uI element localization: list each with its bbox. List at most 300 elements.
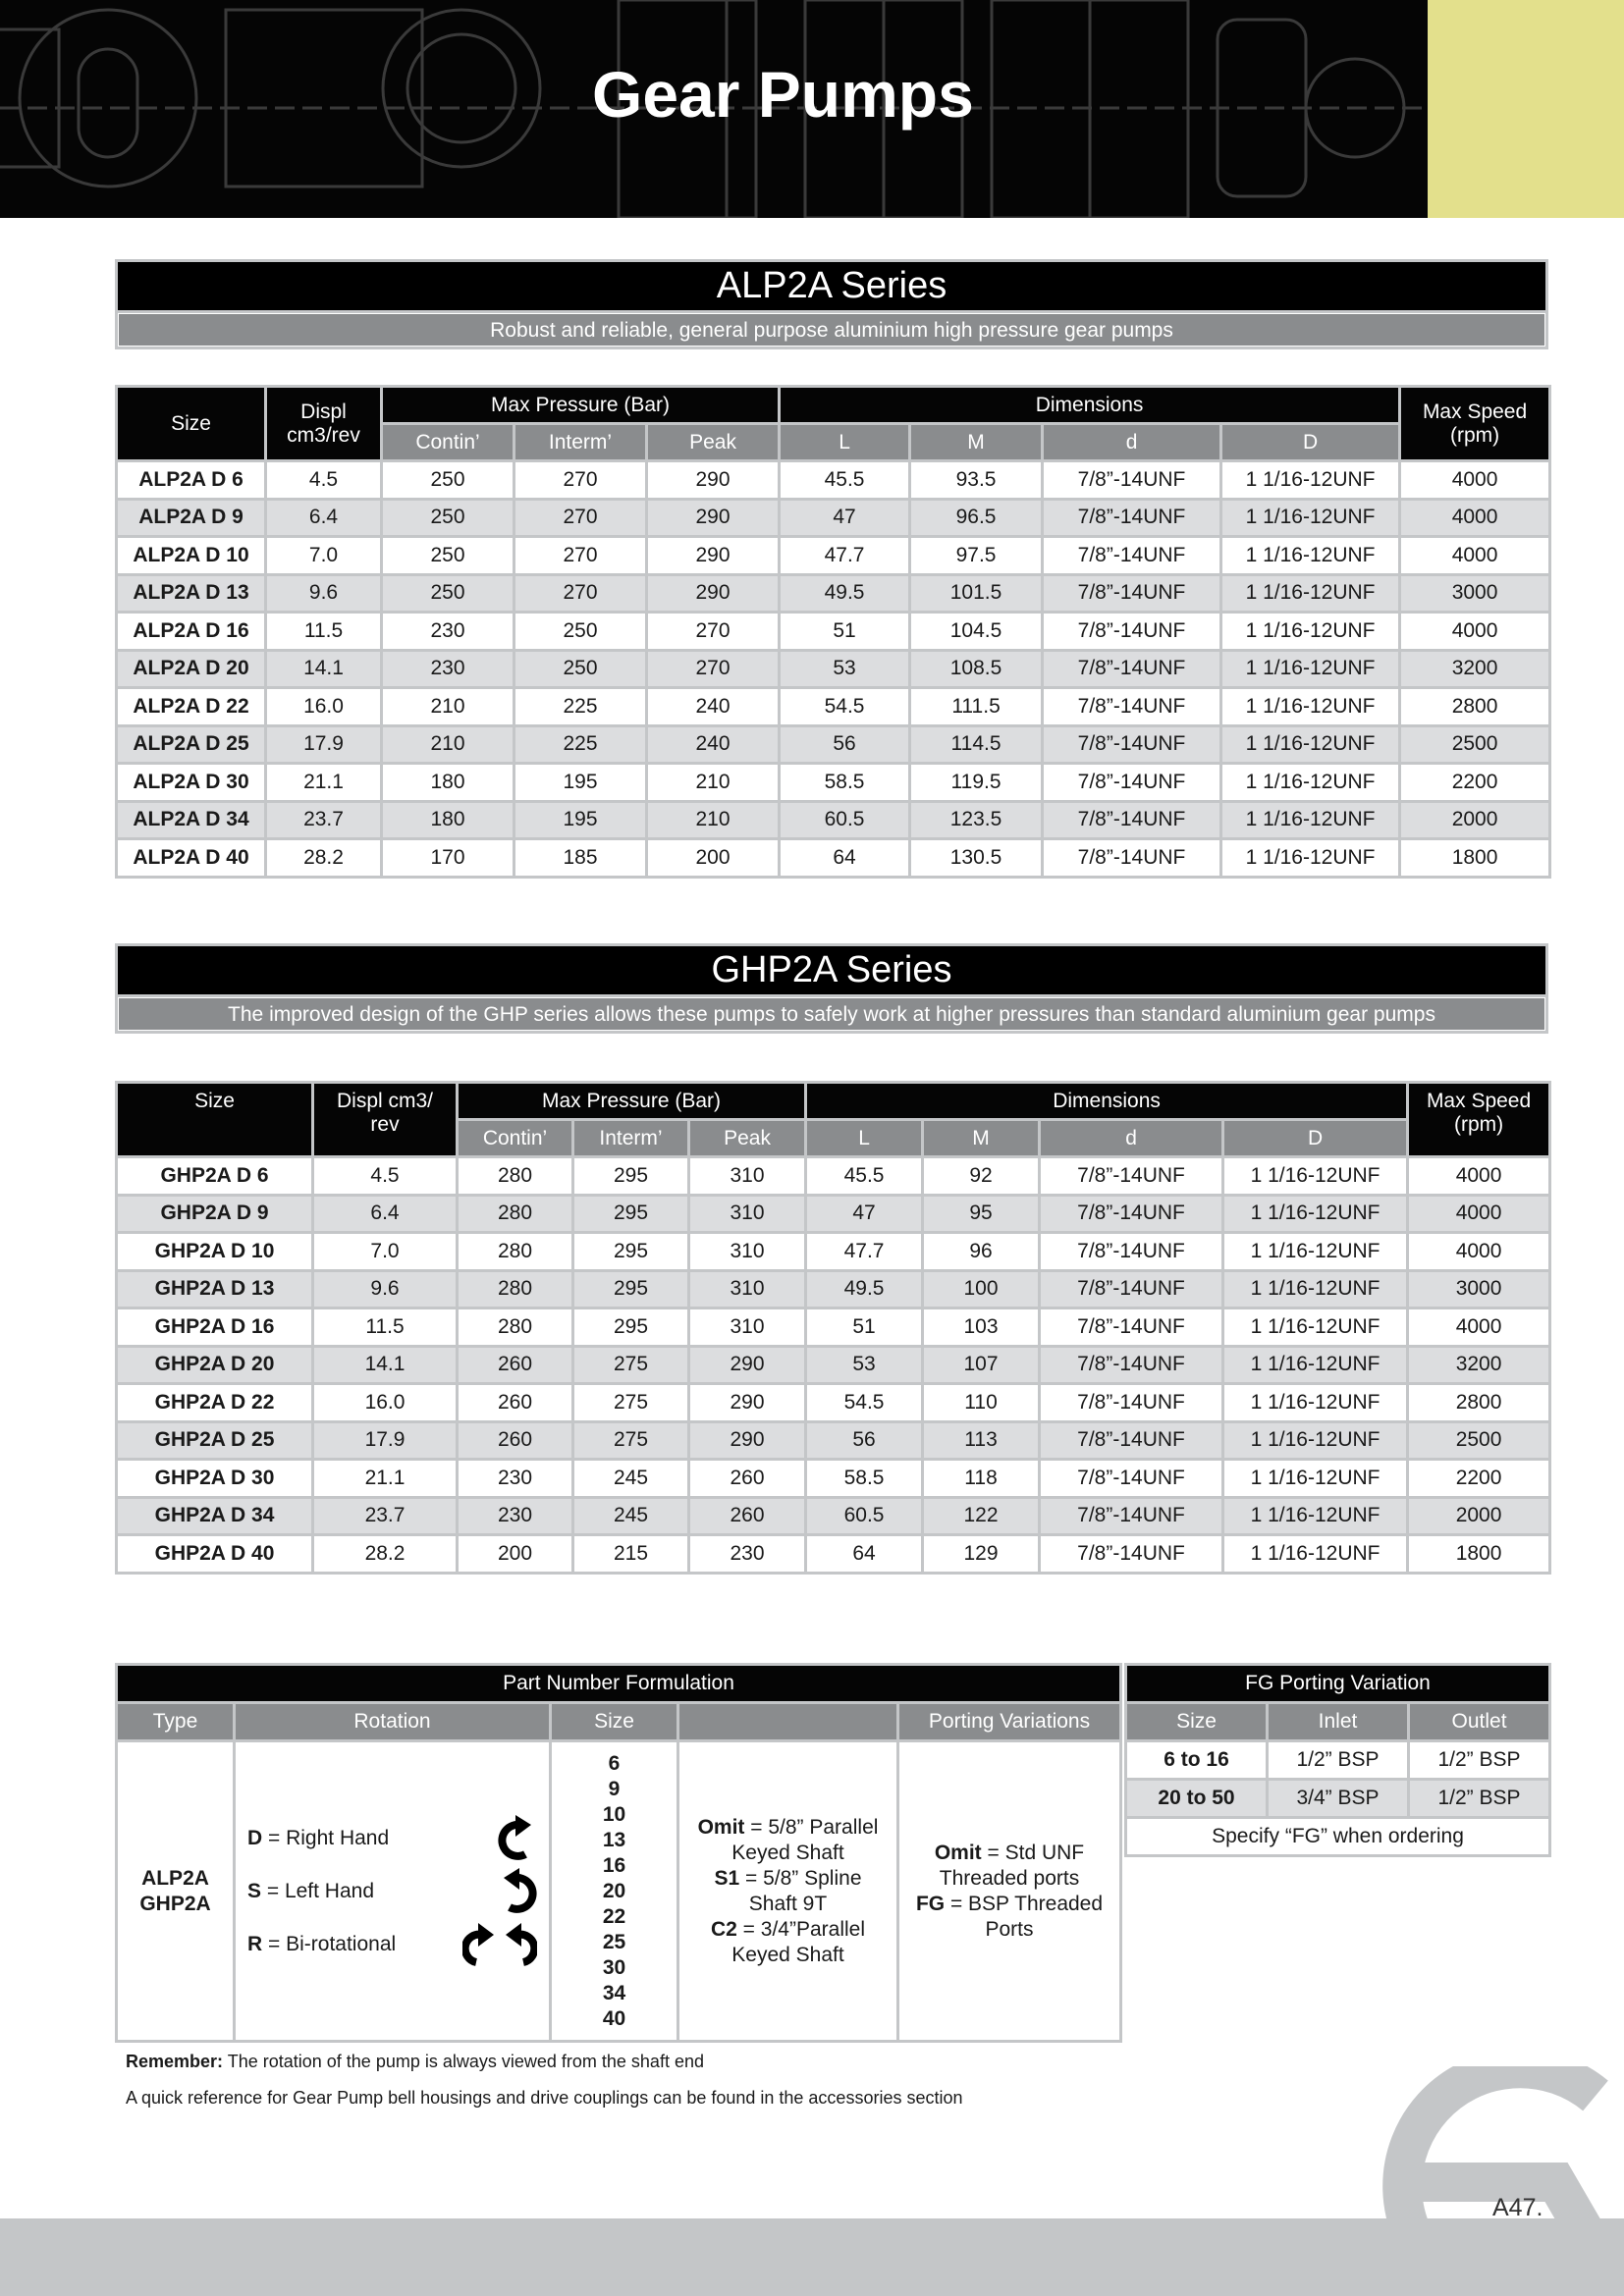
table-cell: 310 [689,1270,806,1308]
table-cell: 295 [573,1308,689,1347]
table-cell: 54.5 [780,688,910,726]
table-cell: 295 [573,1233,689,1271]
table-cell: 1 1/16-12UNF [1221,839,1400,878]
fg-outlet: 1/2” BSP [1409,1741,1550,1780]
table-cell: 113 [923,1421,1040,1460]
table-cell: 51 [806,1308,923,1347]
table-cell: 7/8”-14UNF [1043,725,1221,764]
table-cell: 7/8”-14UNF [1043,801,1221,839]
table-cell: 245 [573,1497,689,1535]
table-cell: 3000 [1400,574,1550,613]
table-cell: 1 1/16-12UNF [1223,1195,1408,1233]
table-cell: 1 1/16-12UNF [1223,1460,1408,1498]
company-logo [1370,2066,1624,2296]
col-header-D: D [1221,424,1400,461]
table-cell: 1800 [1408,1535,1550,1574]
table-cell: 2200 [1408,1460,1550,1498]
shaft-option: S1 = 5/8” Spline Shaft 9T [714,1866,862,1915]
table-cell: 225 [514,688,647,726]
table-cell: 4000 [1408,1308,1550,1347]
table-cell: 4.5 [266,461,382,500]
table-row [117,1308,1550,1347]
col-header-max-speed: Max Speed (rpm) [1408,1083,1550,1157]
table-cell: 250 [382,574,514,613]
table-cell: 230 [458,1497,573,1535]
table-row [117,1460,1550,1498]
col-header-shaft [678,1703,898,1741]
series-title: GHP2A Series [118,946,1545,994]
table-cell: 185 [514,839,647,878]
rotation-bi [236,1918,549,1971]
table-cell: 2500 [1408,1421,1550,1460]
table-cell: 280 [458,1308,573,1347]
ghp-series-header [115,943,1548,1034]
table-cell: 49.5 [780,574,910,613]
table-cell: 110 [923,1384,1040,1422]
table-cell: 290 [647,537,780,575]
col-header-max-pressure: Max Pressure (Bar) [382,387,780,424]
model-cell: ALP2A D 30 [117,764,266,802]
table-cell: 123.5 [910,801,1043,839]
table-cell: 101.5 [910,574,1043,613]
table-cell: 64 [806,1535,923,1574]
col-header-porting: Porting Variations [898,1703,1121,1741]
table-row [117,537,1550,575]
table-cell: 3200 [1400,650,1550,688]
model-cell: GHP2A D 25 [117,1421,313,1460]
table-cell: 56 [780,725,910,764]
table-cell: 225 [514,725,647,764]
col-header-max-pressure: Max Pressure (Bar) [458,1083,806,1120]
table-cell: 4000 [1400,537,1550,575]
table-cell: 290 [689,1346,806,1384]
table-cell: 1 1/16-12UNF [1223,1421,1408,1460]
table-row [1126,1780,1550,1818]
col-header-size: Size [551,1703,678,1741]
size-value: 9 [608,1777,621,1800]
table-cell: 1800 [1400,839,1550,878]
col-header-d: d [1043,424,1221,461]
table-cell: 170 [382,839,514,878]
table-row [117,650,1550,688]
table-cell: 230 [458,1460,573,1498]
col-header-L: L [780,424,910,461]
table-cell: 16.0 [266,688,382,726]
table-cell: 180 [382,801,514,839]
table-cell: 195 [514,764,647,802]
table-row [1126,1818,1550,1856]
rotate-right-icon [498,1815,537,1862]
table-cell: 17.9 [266,725,382,764]
table-cell: 270 [514,461,647,500]
table-cell: 23.7 [313,1497,458,1535]
porting-option: FG = BSP Threaded Ports [915,1892,1104,1941]
table-cell: 290 [689,1421,806,1460]
table-cell: 210 [382,688,514,726]
col-header-rotation: Rotation [235,1703,551,1741]
model-cell: GHP2A D 16 [117,1308,313,1347]
table-cell: 95 [923,1195,1040,1233]
table-cell: 1 1/16-12UNF [1223,1535,1408,1574]
table-cell: 3000 [1408,1270,1550,1308]
remember-note [126,2052,704,2072]
rotation-label: S = Left Hand [247,1879,375,1902]
table-cell: 96.5 [910,499,1043,537]
table-cell: 11.5 [266,613,382,651]
series-title: ALP2A Series [118,262,1545,310]
table-cell: 7/8”-14UNF [1043,461,1221,500]
table-cell: 2000 [1408,1497,1550,1535]
table-row [117,1384,1550,1422]
table-cell: 49.5 [806,1270,923,1308]
table-cell: 250 [514,613,647,651]
table-cell: 1 1/16-12UNF [1223,1308,1408,1347]
table-cell: 7.0 [266,537,382,575]
table-row [117,1346,1550,1384]
table-cell: 1 1/16-12UNF [1221,461,1400,500]
table-row [117,725,1550,764]
table-cell: 58.5 [806,1460,923,1498]
table-row [117,1270,1550,1308]
table-cell: 4000 [1408,1195,1550,1233]
page-number: A47. [1492,2194,1543,2221]
table-cell: 295 [573,1270,689,1308]
col-header-D: D [1223,1120,1408,1157]
table-row [117,499,1550,537]
table-cell: 7/8”-14UNF [1043,499,1221,537]
table-row [117,1233,1550,1271]
table-cell: 250 [382,499,514,537]
model-cell: ALP2A D 25 [117,725,266,764]
table-cell: 310 [689,1195,806,1233]
table-cell: 60.5 [780,801,910,839]
table-cell: 275 [573,1421,689,1460]
rotation-right [236,1812,549,1865]
fg-porting-table [1124,1663,1551,1857]
table-cell: 7/8”-14UNF [1043,764,1221,802]
remember-label: Remember: [126,2052,224,2071]
table-cell: 103 [923,1308,1040,1347]
table-cell: 250 [382,461,514,500]
table-cell: 107 [923,1346,1040,1384]
table-cell: 7/8”-14UNF [1040,1384,1223,1422]
table-cell: 47.7 [806,1233,923,1271]
table-cell: 16.0 [313,1384,458,1422]
table-row [117,1421,1550,1460]
table-cell: 7/8”-14UNF [1043,839,1221,878]
table-cell: 1 1/16-12UNF [1223,1384,1408,1422]
table-cell: 119.5 [910,764,1043,802]
col-header-L: L [806,1120,923,1157]
table-cell: 28.2 [313,1535,458,1574]
table-cell: 7/8”-14UNF [1040,1308,1223,1347]
type-ghp2a: GHP2A [139,1892,211,1915]
table-cell: 104.5 [910,613,1043,651]
model-cell: ALP2A D 13 [117,574,266,613]
table-cell: 17.9 [313,1421,458,1460]
table-cell: 245 [573,1460,689,1498]
porting-cell [898,1741,1121,2042]
table-cell: 270 [514,499,647,537]
table-cell: 64 [780,839,910,878]
col-header-M: M [923,1120,1040,1157]
table-cell: 7/8”-14UNF [1040,1346,1223,1384]
col-header-dimensions: Dimensions [780,387,1400,424]
rotation-label: R = Bi-rotational [247,1932,397,1955]
table-row [117,1535,1550,1574]
table-cell: 270 [647,613,780,651]
table-cell: 7/8”-14UNF [1043,537,1221,575]
table-cell: 290 [647,461,780,500]
table-cell: 2500 [1400,725,1550,764]
table-cell: 7/8”-14UNF [1040,1157,1223,1196]
table-cell: 1 1/16-12UNF [1223,1497,1408,1535]
model-cell: GHP2A D 20 [117,1346,313,1384]
table-cell: 275 [573,1384,689,1422]
col-header-displ: Displ cm3/ rev [313,1083,458,1157]
table-cell: 1 1/16-12UNF [1221,499,1400,537]
table-cell: 7/8”-14UNF [1040,1460,1223,1498]
table-cell: 7/8”-14UNF [1040,1535,1223,1574]
table-cell: 54.5 [806,1384,923,1422]
model-cell: GHP2A D 40 [117,1535,313,1574]
series-subtitle: Robust and reliable, general purpose aluminium high pressure gear pumps [118,313,1545,347]
table-row [117,1195,1550,1233]
table-cell: 97.5 [910,537,1043,575]
table-cell: 290 [647,574,780,613]
table-cell: 7/8”-14UNF [1043,650,1221,688]
part-number-table [115,1663,1122,2043]
table-cell: 53 [806,1346,923,1384]
table-cell: 2800 [1408,1384,1550,1422]
table-row [117,613,1550,651]
col-header-M: M [910,424,1043,461]
table-cell: 280 [458,1157,573,1196]
table-cell: 7/8”-14UNF [1043,688,1221,726]
table-cell: 4000 [1400,499,1550,537]
table-cell: 195 [514,801,647,839]
header-banner [0,0,1624,218]
col-header-peak: Peak [647,424,780,461]
model-cell: ALP2A D 40 [117,839,266,878]
table-cell: 260 [458,1384,573,1422]
table-cell: 310 [689,1308,806,1347]
table-cell: 260 [458,1346,573,1384]
alp-series-header [115,259,1548,349]
table-cell: 1 1/16-12UNF [1221,725,1400,764]
table-cell: 250 [514,650,647,688]
table-cell: 200 [458,1535,573,1574]
rotation-cell [235,1741,551,2042]
page-title: Gear Pumps [592,58,974,131]
rotation-left [236,1865,549,1918]
table-cell: 270 [647,650,780,688]
table-cell: 260 [689,1497,806,1535]
table-cell: 215 [573,1535,689,1574]
fg-inlet: 3/4” BSP [1268,1780,1409,1818]
table-cell: 270 [514,574,647,613]
table-cell: 4000 [1408,1157,1550,1196]
fg-size: 20 to 50 [1126,1780,1268,1818]
fg-outlet: 1/2” BSP [1409,1780,1550,1818]
col-header-contin: Contin’ [382,424,514,461]
table-cell: 45.5 [806,1157,923,1196]
type-cell [117,1741,235,2042]
table-row [117,801,1550,839]
yellow-accent-block [1428,0,1624,218]
fg-size: 6 to 16 [1126,1741,1268,1780]
size-value: 40 [602,2006,626,2030]
table-cell: 3200 [1408,1346,1550,1384]
series-subtitle: The improved design of the GHP series allows these pumps to safely work at higher pressures than standard aluminium gear pumps [118,997,1545,1031]
type-alp2a: ALP2A [141,1866,209,1890]
table-cell: 28.2 [266,839,382,878]
table-cell: 2000 [1400,801,1550,839]
size-value: 10 [602,1802,626,1826]
table-cell: 1 1/16-12UNF [1221,801,1400,839]
model-cell: ALP2A D 22 [117,688,266,726]
table-row [117,1157,1550,1196]
col-header-interm: Interm’ [514,424,647,461]
table-cell: 250 [382,537,514,575]
rotate-left-icon [498,1868,537,1915]
table-cell: 200 [647,839,780,878]
table-cell: 1 1/16-12UNF [1221,764,1400,802]
table-cell: 260 [689,1460,806,1498]
table-cell: 47 [806,1195,923,1233]
table-cell: 295 [573,1157,689,1196]
table-cell: 230 [382,650,514,688]
table-cell: 14.1 [266,650,382,688]
model-cell: GHP2A D 22 [117,1384,313,1422]
remember-text: The rotation of the pump is always viewed from the shaft end [223,2052,704,2071]
table-cell: 230 [382,613,514,651]
col-header-displ: Displ cm3/rev [266,387,382,461]
table-cell: 7/8”-14UNF [1040,1195,1223,1233]
table-cell: 6.4 [266,499,382,537]
table-cell: 11.5 [313,1308,458,1347]
table-cell: 270 [514,537,647,575]
col-header-max-speed: Max Speed (rpm) [1400,387,1550,461]
shaft-option: C2 = 3/4”Parallel Keyed Shaft [710,1917,865,1966]
table-cell: 260 [458,1421,573,1460]
table-cell: 47 [780,499,910,537]
table-row [1126,1741,1550,1780]
table-cell: 4.5 [313,1157,458,1196]
table-cell: 7/8”-14UNF [1040,1421,1223,1460]
size-value: 20 [602,1879,626,1902]
model-cell: GHP2A D 34 [117,1497,313,1535]
table-cell: 1 1/16-12UNF [1223,1346,1408,1384]
table-cell: 2800 [1400,688,1550,726]
table-cell: 21.1 [266,764,382,802]
table-row [117,764,1550,802]
table-row [117,688,1550,726]
alp-spec-table [115,385,1551,879]
col-header-size: Size [117,1083,313,1157]
table-cell: 240 [647,725,780,764]
col-header-dimensions: Dimensions [806,1083,1408,1120]
col-header-outlet: Outlet [1409,1703,1550,1741]
table-cell: 2200 [1400,764,1550,802]
size-value: 13 [602,1828,626,1851]
model-cell: ALP2A D 9 [117,499,266,537]
model-cell: GHP2A D 13 [117,1270,313,1308]
size-value: 30 [602,1955,626,1979]
table-cell: 1 1/16-12UNF [1223,1157,1408,1196]
col-header-size: Size [117,387,266,461]
table-cell: 51 [780,613,910,651]
model-cell: GHP2A D 10 [117,1233,313,1271]
table-cell: 180 [382,764,514,802]
col-header-size: Size [1126,1703,1268,1741]
reference-note: A quick reference for Gear Pump bell housings and drive couplings can be found in the accessories section [126,2088,963,2108]
size-value: 6 [608,1751,621,1775]
table-cell: 92 [923,1157,1040,1196]
ghp-spec-table [115,1081,1551,1575]
table-cell: 1 1/16-12UNF [1221,574,1400,613]
col-header-type: Type [117,1703,235,1741]
table-cell: 1 1/16-12UNF [1221,613,1400,651]
table-cell: 275 [573,1346,689,1384]
model-cell: ALP2A D 20 [117,650,266,688]
table-cell: 310 [689,1157,806,1196]
size-value: 34 [602,1981,626,2004]
table-cell: 108.5 [910,650,1043,688]
rotation-label: D = Right Hand [247,1826,390,1849]
table-cell: 1 1/16-12UNF [1221,688,1400,726]
table-cell: 56 [806,1421,923,1460]
table-cell: 130.5 [910,839,1043,878]
fg-note: Specify “FG” when ordering [1126,1818,1550,1856]
table-cell: 93.5 [910,461,1043,500]
model-cell: GHP2A D 9 [117,1195,313,1233]
table-cell: 4000 [1400,461,1550,500]
table-cell: 295 [573,1195,689,1233]
table-cell: 1 1/16-12UNF [1223,1270,1408,1308]
table-cell: 230 [689,1535,806,1574]
table-row [117,1497,1550,1535]
table-cell: 290 [647,499,780,537]
table-cell: 100 [923,1270,1040,1308]
fg-inlet: 1/2” BSP [1268,1741,1409,1780]
table-cell: 7/8”-14UNF [1040,1497,1223,1535]
table-cell: 310 [689,1233,806,1271]
table-cell: 1 1/16-12UNF [1221,537,1400,575]
col-header-contin: Contin’ [458,1120,573,1157]
table-cell: 47.7 [780,537,910,575]
model-cell: ALP2A D 34 [117,801,266,839]
fg-title: FG Porting Variation [1126,1665,1550,1703]
size-value: 16 [602,1853,626,1877]
table-cell: 280 [458,1270,573,1308]
table-cell: 6.4 [313,1195,458,1233]
model-cell: GHP2A D 6 [117,1157,313,1196]
table-row [117,839,1550,878]
model-cell: ALP2A D 10 [117,537,266,575]
table-cell: 129 [923,1535,1040,1574]
size-cell [551,1741,678,2042]
table-cell: 1 1/16-12UNF [1223,1233,1408,1271]
table-row [117,461,1550,500]
bi-rotational-icon [462,1921,537,1968]
table-cell: 9.6 [313,1270,458,1308]
table-cell: 7/8”-14UNF [1043,613,1221,651]
table-cell: 96 [923,1233,1040,1271]
table-cell: 210 [647,764,780,802]
table-cell: 118 [923,1460,1040,1498]
col-header-peak: Peak [689,1120,806,1157]
